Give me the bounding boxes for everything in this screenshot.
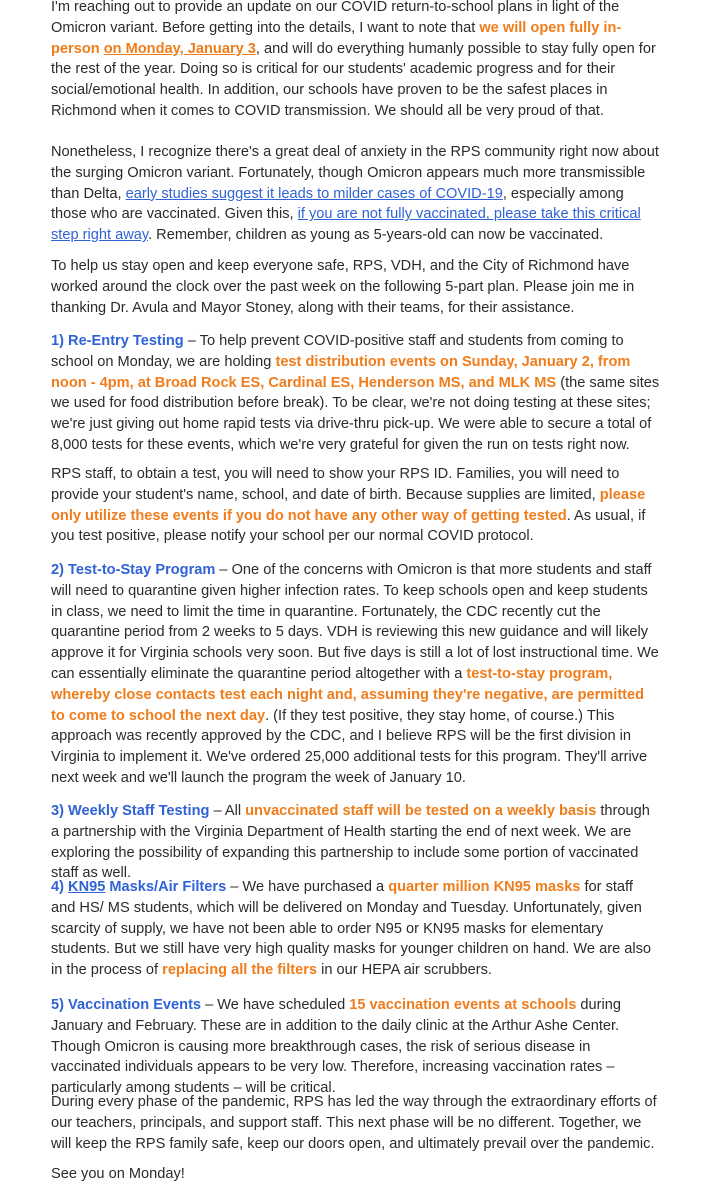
paragraph-omicron: Nonetheless, I recognize there's a great deal of anxiety in the RPS community right now about the surging Omicron variant. Fortunately, though Omicron appears much more transmissible than Delta, early studies suggest it leads to milder cases of COVID-19, especially among those who are vaccinated. Given this, if you are not fully vaccinated, please take this critical step right away. Remember, children as young as 5-years-old can now be vaccinated. <box>51 144 659 244</box>
paragraph-plan-intro: To help us stay open and keep everyone safe, RPS, VDH, and the City of Richmond have worked around the clock over the past week on the following 5-part plan. Please join me in thanking Dr. Avula and Mayor Stoney, along with their teams, for their assistance. <box>51 258 635 316</box>
link-early-studies[interactable]: early studies suggest it leads to milder cases of COVID-19 <box>125 185 503 202</box>
item-re-entry-testing: 1) Re-Entry Testing – To help prevent COVID-positive staff and students from coming to school on Monday, we are holding test distribution events on Sunday, January 2, from noon - 4pm, at Broad Rock ES, Cardinal ES, Henderson MS, and MLK MS (the same sites we used for food distribution before break). To be clear, we're not doing testing at these sites; we're just giving out home rapid tests via drive-thru pick-up. We were able to secure a total of 8,000 tests for these events, which we're very grateful for given the run on tests right now. <box>51 333 660 453</box>
highlight-quarter-million-masks: quarter million KN95 masks <box>388 879 581 895</box>
item-test-to-stay: 2) Test-to-Stay Program – One of the concerns with Omicron is that more students and staff will need to quarantine given higher infection rates. To keep schools open and keep students in class, we need to limit the time in quarantine. Fortunately, the CDC recently cut the quarantine period from 2 weeks to 5 days. VDH is reviewing this new guidance and will likely approve it for Virginia schools very soon. But five days is still a lot of lost instructional time. We can essentially eliminate the quarantine period altogether with a test-to-stay program, whereby close contacts test each night and, assuming they're negative, are permitted to come to school the next day. (If they test positive, they stay home, of course.) This approach was recently approved by the CDC, and I believe RPS will be the first division in Virginia to implement it. We've ordered 25,000 additional tests for this program. They'll arrive next week and we'll launch the program the week of January 10. <box>51 562 659 786</box>
highlight-january-3: on Monday, January 3 <box>103 40 256 57</box>
item-weekly-staff-testing: 3) Weekly Staff Testing – All unvaccinated staff will be tested on a weekly basis through a partnership with the Virginia Department of Health starting the end of next week. We are exploring the possibility of expanding this partnership to include some portion of vaccinated staff as well. <box>51 803 650 882</box>
highlight-open-in-person: we will open fully in-person <box>51 19 622 57</box>
paragraph-closing: During every phase of the pandemic, RPS has led the way through the extraordinary efforts of our teachers, principals, and support staff. This next phase will be no different. Together, we will keep the RPS family safe, keep our doors open, and ultimately prevail over the pandemic. <box>51 1094 657 1152</box>
highlight-only-utilize: please only utilize these events if you do not have any other way of getting tested <box>51 486 646 524</box>
highlight-unvaccinated-staff: unvaccinated staff will be tested on a weekly basis <box>245 803 597 819</box>
paragraph-intro: I'm reaching out to provide an update on our COVID return-to-school plans in light of the Omicron variant. Before getting into the details, I want to note that we will open fully in-person on Monday, January 3, and will do everything humanly possible to stay fully open for the rest of the year. Doing so is critical for our students' academic progress and for their social/emotional health. In addition, our schools have proven to be the safest places in Richmond when it comes to COVID transmission. We should all be very proud of that. <box>51 0 656 119</box>
heading-re-entry-testing: 1) Re-Entry Testing <box>51 333 184 349</box>
heading-test-to-stay: 2) Test-to-Stay Program <box>51 562 216 578</box>
signoff: See you on Monday! <box>51 1166 185 1182</box>
heading-weekly-staff-testing: 3) Weekly Staff Testing <box>51 803 210 819</box>
highlight-test-distribution: test distribution events on Sunday, January 2, from noon - 4pm, at Broad Rock ES, Cardinal ES, Henderson MS, and MLK MS <box>51 353 631 391</box>
item-kn95-masks: 4) KN95 Masks/Air Filters – We have purchased a quarter million KN95 masks for staff and HS/ MS students, which will be delivered on Monday and Tuesday. Unfortunately, given scarcity of supply, we have not been able to order N95 or KN95 masks for elementary students. But we still have very high quality masks for younger children on hand. We are also in the process of replacing all the filters in our HEPA air scrubbers. <box>51 879 652 979</box>
highlight-test-to-stay-program: test-to-stay program, whereby close contacts test each night and, assuming they're negative, are permitted to come to school the next day <box>51 665 645 724</box>
highlight-vaccination-events: 15 vaccination events at schools <box>349 997 577 1013</box>
heading-vaccination-events: 5) Vaccination Events <box>51 997 202 1013</box>
highlight-replacing-filters: replacing all the filters <box>162 962 318 979</box>
heading-kn95-masks: 4) KN95 Masks/Air Filters <box>51 879 227 895</box>
paragraph-test-requirements: RPS staff, to obtain a test, you will need to show your RPS ID. Families, you will need to provide your student's name, school, and date of birth. Because supplies are limited, please only utilize these events if you do not have any other way of getting tested. As usual, if you test positive, please notify your school per our normal COVID protocol. <box>51 466 646 545</box>
link-get-vaccinated[interactable]: if you are not fully vaccinated, please take this critical step right away <box>51 206 641 244</box>
item-vaccination-events: 5) Vaccination Events – We have scheduled 15 vaccination events at schools during January and February. These are in addition to the daily clinic at the Arthur Ashe Center. Though Omicron is causing more breakthrough cases, the risk of serious disease in vaccinated individuals appears to be very low. Therefore, increasing vaccination rates – particularly among students – will be critical. <box>51 997 621 1097</box>
